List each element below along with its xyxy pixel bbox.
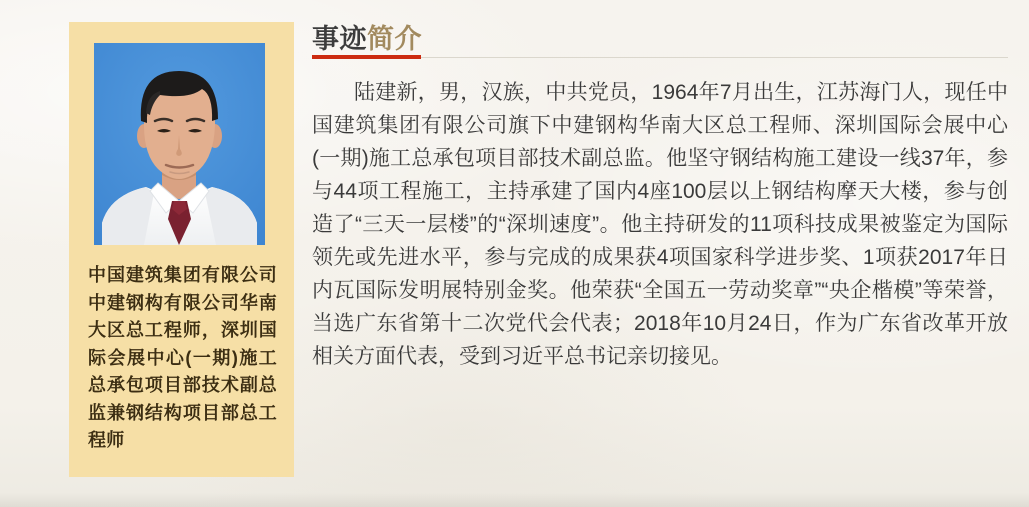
section-heading-accent: 简介 (367, 24, 422, 54)
heading-divider (312, 55, 1008, 59)
divider-red-underline (312, 55, 421, 59)
biography-paragraph: 陆建新，男，汉族，中共党员，1964年7月出生，江苏海门人，现任中国建筑集团有限公司旗下中建钢构华南大区总工程师、深圳国际会展中心(一期)施工总承包项目部技术副总监。他坚守钢结构施工建设一线37年，参与44项工程施工，主持承建了国内4座100层以上钢结构摩天大楼，参与创造了“三天一层楼”的“深圳速度”。他主持研发的11项科技成果被鉴定为国际领先或先进水平，参与完成的成果获4项国家科学进步奖、1项获2017年日内瓦国际发明展特别金奖。他荣获“全国五一劳动奖章”“央企楷模”等荣誉，当选广东省第十二次党代会代表；2018年10月24日，作为广东省改革开放相关方面代表，受到习近平总书记亲切接见。 (312, 81, 1008, 368)
biography-section (312, 0, 1008, 507)
profile-card (69, 22, 294, 477)
section-heading-primary: 事迹 (312, 24, 367, 54)
portrait-photo (94, 43, 265, 245)
profile-caption: 中国建筑集团有限公司中建钢构有限公司华南大区总工程师，深圳国际会展中心(一期)施工总承包项目部技术副总监兼钢结构项目部总工程师 (88, 265, 277, 450)
section-heading (312, 24, 422, 54)
portrait-photo-image (94, 43, 265, 245)
